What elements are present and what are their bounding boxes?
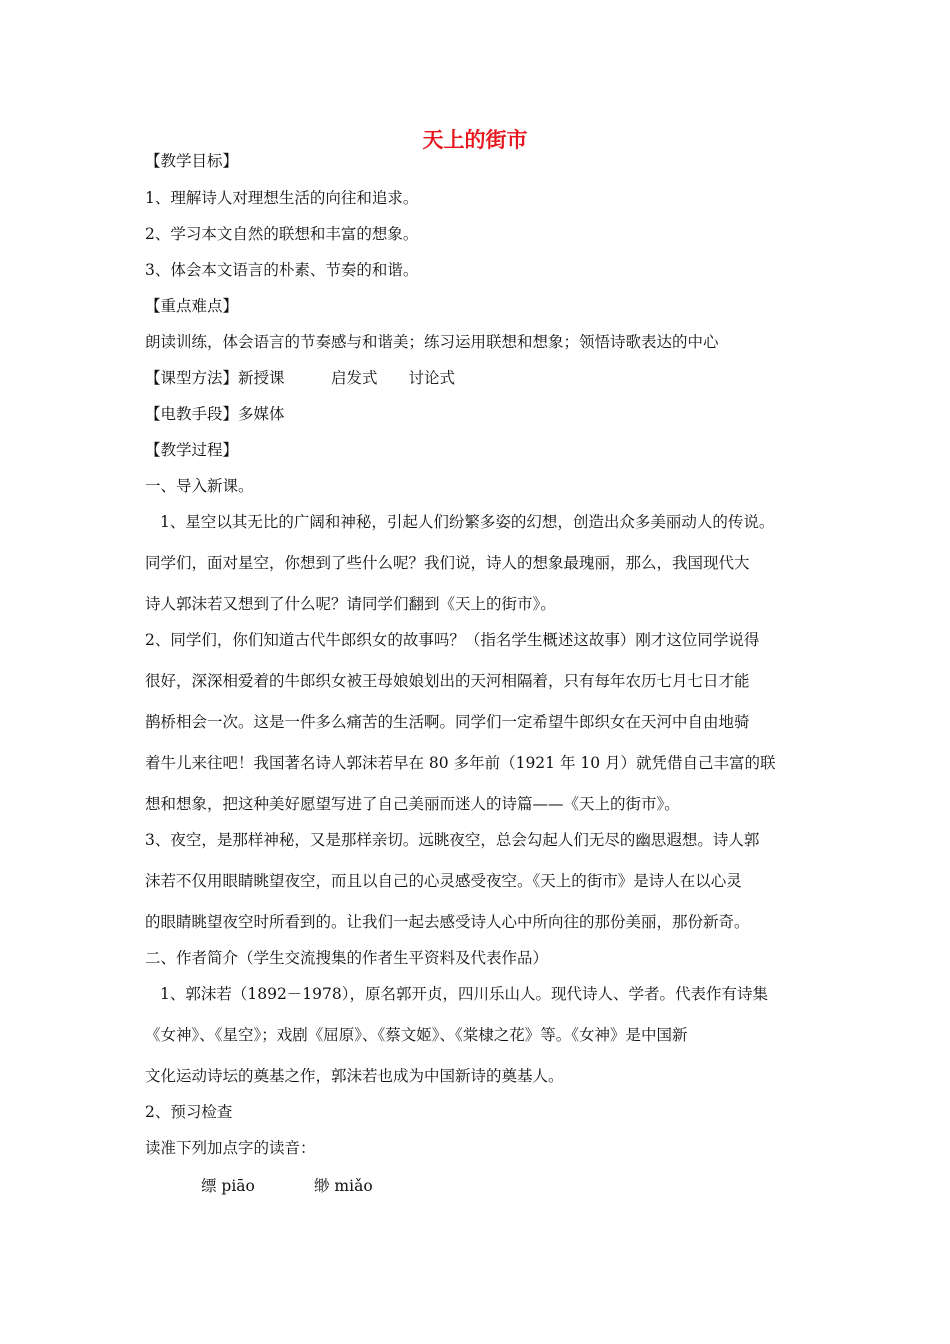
paragraph-line: 鹊桥相会一次。这是一件多么痛苦的生活啊。同学们一定希望牛郎织女在天河中自由地骑 bbox=[145, 713, 750, 731]
paragraph-line: 想和想象，把这种美好愿望写进了自己美丽而迷人的诗篇——《天上的街市》。 bbox=[145, 795, 680, 813]
paragraph-line: 《女神》、《星空》；戏剧《屈原》、《蔡文姬》、《棠棣之花》等。《女神》是中国新 bbox=[145, 1026, 688, 1044]
paragraph-line: 3、夜空，是那样神秘，又是那样亲切。远眺夜空，总会勾起人们无尽的幽思遐想。诗人郭 bbox=[145, 831, 760, 849]
key-points-text: 朗读训练，体会语言的节奏感与和谐美；练习运用联想和想象；领悟诗歌表达的中心 bbox=[145, 333, 719, 351]
section-introduction: 一、导入新课。 bbox=[145, 477, 254, 495]
heading-key-points: 【重点难点】 bbox=[145, 297, 239, 315]
heading-teaching-goals: 【教学目标】 bbox=[145, 152, 239, 170]
goal-item-1: 1、理解诗人对理想生活的向往和追求。 bbox=[145, 189, 419, 207]
pinyin-item: 缈 miǎo bbox=[314, 1177, 373, 1195]
paragraph-line: 着牛儿来往吧！我国著名诗人郭沫若早在 80 多年前（1921 年 10 月）就凭借自己丰富的联 bbox=[145, 754, 776, 772]
preview-check-heading: 2、预习检查 bbox=[145, 1103, 233, 1121]
goal-item-3: 3、体会本文语言的朴素、节奏的和谐。 bbox=[145, 261, 419, 279]
goal-item-2: 2、学习本文自然的联想和丰富的想象。 bbox=[145, 225, 419, 243]
pinyin-item: 缥 piāo bbox=[201, 1177, 255, 1195]
teaching-media: 【电教手段】多媒体 bbox=[145, 405, 285, 423]
paragraph-line: 同学们，面对星空，你想到了些什么呢？我们说，诗人的想象最瑰丽，那么，我国现代大 bbox=[145, 554, 750, 572]
paragraph-line: 文化运动诗坛的奠基之作，郭沫若也成为中国新诗的奠基人。 bbox=[145, 1067, 564, 1085]
heading-teaching-process: 【教学过程】 bbox=[145, 441, 239, 459]
section-author-intro: 二、作者简介（学生交流搜集的作者生平资料及代表作品） bbox=[145, 949, 549, 967]
paragraph-line: 诗人郭沫若又想到了什么呢？请同学们翻到《天上的街市》。 bbox=[145, 595, 556, 613]
pronunciation-instruction: 读准下列加点字的读音： bbox=[145, 1139, 316, 1157]
paragraph-line: 2、同学们，你们知道古代牛郎织女的故事吗？（指名学生概述这故事）刚才这位同学说得 bbox=[145, 631, 760, 649]
paragraph-line: 1、星空以其无比的广阔和神秘，引起人们纷繁多姿的幻想，创造出众多美丽动人的传说。 bbox=[160, 513, 775, 531]
document-title: 天上的街市 bbox=[422, 128, 528, 152]
paragraph-line: 的眼睛眺望夜空时所看到的。让我们一起去感受诗人心中所向往的那份美丽，那份新奇。 bbox=[145, 913, 750, 931]
paragraph-line: 1、郭沫若（1892－1978），原名郭开贞，四川乐山人。现代诗人、学者。代表作有诗集 bbox=[160, 985, 769, 1003]
lesson-method: 【课型方法】新授课 启发式 讨论式 bbox=[145, 369, 456, 387]
paragraph-line: 沫若不仅用眼睛眺望夜空，而且以自己的心灵感受夜空。《天上的街市》是诗人在以心灵 bbox=[145, 872, 742, 890]
paragraph-line: 很好，深深相爱着的牛郎织女被王母娘娘划出的天河相隔着，只有每年农历七月七日才能 bbox=[145, 672, 750, 690]
